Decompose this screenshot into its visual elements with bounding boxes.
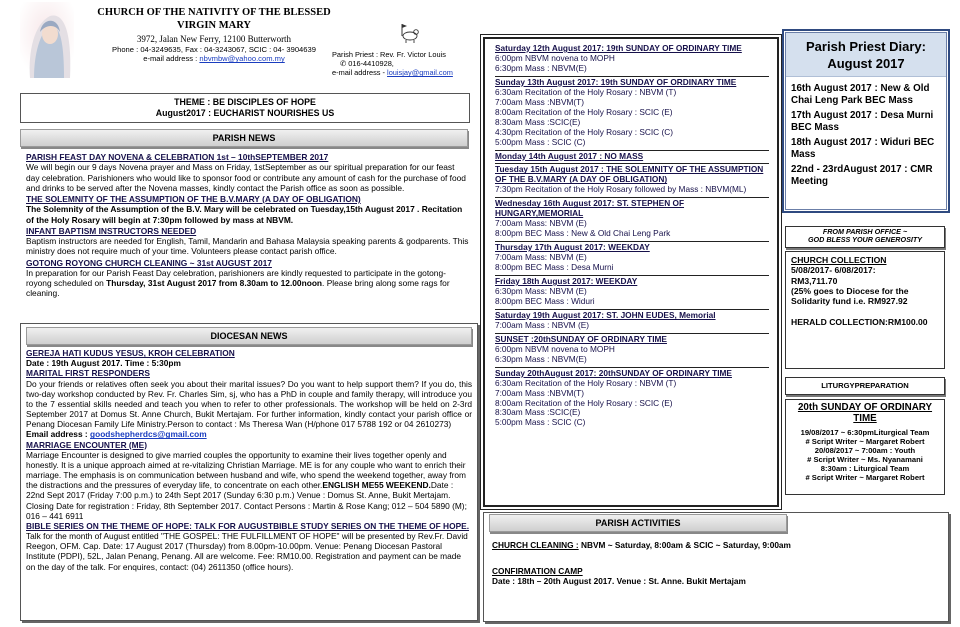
schedule-item: 6:30pm Mass : NBVM(E) — [495, 353, 587, 364]
schedule-day — [495, 368, 769, 431]
priest-diary — [785, 32, 947, 210]
theme-line: THEME : BE DISCIPLES OF HOPE — [174, 97, 316, 107]
church-phone: Phone : 04-3249635, Fax : 04-3243067, SCIC : 04- 3904639 — [112, 45, 316, 55]
me-body — [26, 450, 472, 521]
schedule-day — [495, 334, 769, 368]
schedule-day — [495, 276, 769, 310]
schedule-item: 6:30am Recitation of the Holy Rosary : NBVM (T) — [495, 86, 677, 97]
office-line: GOD BLESS YOUR GENEROSITY — [807, 235, 923, 245]
priest-info — [332, 20, 472, 77]
liturgy-line: # Script Writer ~ Margaret Robert — [805, 473, 925, 483]
liturgy-line: 8:30am : Liturgical Team — [820, 464, 910, 474]
diary-list — [786, 77, 946, 187]
diary-title: Parish Priest Diary: August 2017 — [786, 33, 946, 77]
schedule-item: 7:00am Mass : NBVM (E) — [495, 319, 590, 330]
diocesan-news-heading: DIOCESAN NEWS — [26, 327, 472, 345]
me-body-text: Marriage Encounter is designed to give married couples the opportunity to examine their lives together openly and honestly. It is a unique approach aimed at re-vitalizing Christian Marriage. ME is for any couple who want to enrich their marriage. The emphasis is on communication between husband and wife, who spend the weekend together, away from the distractions and the pressures of everyday life, to concentrate on each other. — [26, 449, 467, 491]
schedule-day-heading: Saturday 12th August 2017: 19th SUNDAY OF ORDINARY TIME — [495, 43, 742, 53]
schedule-item: 7:00am Mass: NBVM (E) — [495, 252, 587, 263]
email-label: Email address : — [26, 429, 88, 440]
office-line: FROM PARISH OFFICE ~ — [822, 227, 908, 236]
church-cleaning — [492, 541, 942, 551]
liturgy-line: # Script Writer ~ Margaret Robert — [805, 437, 925, 447]
schedule-item: 8:30am Mass :SCIC(E) — [495, 407, 581, 418]
schedule-item: 8:00pm BEC Mass : Widuri — [495, 295, 595, 306]
feast-body: We will begin our 9 days Novena prayer and Mass on Friday, 1stSeptember as our spiritual preparation for our feast day celebration. Parishioners who would like to sponsor food or contribute any amount of cash for the purchase of food and drinks to be served after the Novena masses, kindly contact the Parish office as soon as possible. — [26, 162, 466, 193]
parish-activities-body — [492, 541, 942, 587]
church-email-link[interactable]: nbvmbw@yahoo.com.my — [199, 54, 285, 64]
schedule-item: 7:30pm Recitation of the Holy Rosary followed by Mass : NBVM(ML) — [495, 184, 747, 195]
bible-text: Talk for the month of August entitled "THE GOSPEL: THE FULFILLMENT OF HOPE" will be presented by Rev.Fr. David Reegon, OFM. Cap. Date: 17 August 2017 (Thursday) from 8.00pm-10.00pm. Venue: Penang Diocesan Pastoral Institute (PDPI), 52L, Jalan Penang, Penang. All are welcome. Fee: RM10.00. Registration and payment can be made on the day of the talk. For enquires, contact: (04) 2611350 (office hours). — [26, 531, 468, 572]
collection-period: 5/08/2017- 6/08/2017: — [791, 265, 876, 276]
liturgy-title: 20th SUNDAY OF ORDINARY TIME — [797, 402, 933, 424]
schedule-day-heading: Tuesday 15th August 2017 : THE SOLEMNITY OF THE ASSUMPTION OF THE B.V.MARY (A DAY OF OBLIGATION) — [495, 164, 764, 185]
schedule-item: 6:30pm Mass: NBVM (E) — [495, 285, 587, 296]
me-weekend: ENGLISH ME55 WEEKEND. — [322, 480, 431, 491]
schedule-day-heading: SUNSET :20thSUNDAY OF ORDINARY TIME — [495, 333, 667, 344]
confirmation-camp-text: Date : 18th – 20th August 2017. Venue : St. Anne. Bukit Mertajam — [492, 575, 746, 586]
church-header — [78, 6, 350, 64]
parish-news-body — [26, 152, 470, 300]
schedule-item: 7:00am Mass :NBVM(T) — [495, 96, 584, 107]
schedule-item: 4:30pm Recitation of the Holy Rosary : SCIC (C) — [495, 126, 673, 137]
schedule-item: 5:00pm Mass : SCIC (C) — [495, 136, 586, 147]
marital-title: MARITAL FIRST RESPONDERS — [26, 368, 150, 379]
priest-phone: ✆ 016-4410928, — [340, 59, 394, 69]
priest-email-label: e-mail address - — [332, 68, 385, 78]
assumption-title: THE SOLEMNITY OF THE ASSUMPTION OF THE B.V.MARY (A DAY OF OBLIGATION) — [26, 194, 361, 204]
parish-office-heading — [785, 226, 945, 248]
gotong-body-text: In preparation for our Parish Feast Day celebration, parishioners are kindly requested to participate in the gotong-royong scheduled on — [26, 267, 446, 288]
gotong-date: Thursday, 31st August 2017 from 8.30am to 12.00noon — [106, 278, 323, 288]
schedule-day — [495, 164, 769, 198]
schedule-day — [495, 151, 769, 165]
feast-title: PARISH FEAST DAY NOVENA & CELEBRATION 1st – 10thSEPTEMBER 2017 — [26, 152, 329, 162]
schedule-item: 6:30am Recitation of the Holy Rosary : NBVM (T) — [495, 377, 677, 388]
confirmation-camp-title: CONFIRMATION CAMP — [492, 565, 583, 576]
liturgy-line: 20/08/2017 ~ 7:00am : Youth — [814, 446, 916, 456]
schedule-item: 7:00am Mass: NBVM (E) — [495, 218, 587, 229]
goodshepherd-email-link[interactable]: goodshepherdcs@gmail.com — [90, 429, 207, 440]
diocesan-news-body — [26, 348, 472, 572]
diary-item: 16th August 2017 : New & Old Chai Leng Park BEC Mass — [791, 83, 930, 106]
gotong-title: GOTONG ROYONG CHURCH CLEANING ~ 31st AUGUST 2017 — [26, 257, 272, 268]
schedule-day — [495, 198, 769, 242]
mass-schedule — [483, 37, 779, 507]
cleaning-label: CHURCH CLEANING : — [492, 540, 579, 550]
gotong-body-end: . Please bring along some rags for cleaning. — [26, 278, 450, 299]
schedule-item: 8:00pm BEC Mass : New & Old Chai Leng Park — [495, 228, 671, 239]
theme-month-line: August2017 : EUCHARIST NOURISHES US — [155, 108, 335, 119]
baptism-title: INFANT BAPTISM INSTRUCTORS NEEDED — [26, 225, 197, 236]
schedule-day — [495, 77, 769, 151]
collection-note: (25% goes to Diocese for the Solidarity fund i.e. RM927.92 — [791, 285, 909, 307]
schedule-item: 6:00pm NBVM novena to MOPH — [495, 343, 615, 354]
schedule-day-heading: Friday 18th August 2017: WEEKDAY — [495, 276, 638, 287]
schedule-item: 8:30am Mass :SCIC(E) — [495, 116, 581, 127]
collection-amount: RM3,711.70 — [791, 275, 838, 286]
diary-item: 22nd - 23rdAugust 2017 : CMR Meeting — [791, 164, 933, 187]
liturgy-box — [785, 399, 945, 495]
me-title: MARRIAGE ENCOUNTER (ME) — [26, 439, 147, 450]
church-email-label: e-mail address : — [143, 54, 198, 64]
liturgy-heading: LITURGYPREPARATION — [785, 377, 945, 395]
schedule-item: 6:00pm NBVM novena to MOPH — [495, 52, 615, 63]
liturgy-line: 19/08/2017 ~ 6:30pmLiturgical Team — [800, 427, 930, 437]
assumption-body: The Solemnity of the Assumption of the B.V. Mary will be celebrated on Tuesday,15th August 2017 . Recitation of the Holy Rosary will begin at 7:30pm followed by mass at NBVM. — [26, 204, 463, 225]
gotong-body — [26, 268, 470, 299]
church-name: CHURCH OF THE NATIVITY OF THE BLESSED VIRGIN MARY — [97, 7, 331, 32]
parish-news-heading: PARISH NEWS — [20, 129, 468, 147]
schedule-item: 8:00am Recitation of the Holy Rosary : SCIC (E) — [495, 106, 673, 117]
priest-name: Parish Priest : Rev. Fr. Victor Louis — [332, 50, 446, 59]
bible-title: BIBLE SERIES ON THE THEME OF HOPE: TALK FOR AUGUSTBIBLE STUDY SERIES ON THE THEME OF HOPE. — [26, 520, 470, 531]
collection-title: CHURCH COLLECTION — [791, 255, 887, 265]
cleaning-text: NBVM ~ Saturday, 8:00am & SCIC ~ Saturday, 9:00am — [578, 540, 791, 550]
parish-activities-heading: PARISH ACTIVITIES — [489, 514, 787, 532]
schedule-day-heading: Sunday 20thAugust 2017: 20thSUNDAY OF ORDINARY TIME — [495, 367, 732, 378]
schedule-day-heading: Wednesday 16th August 2017: ST. STEPHEN OF HUNGARY,MEMORIAL — [495, 198, 685, 219]
diary-item: 17th August 2017 : Desa Murni BEC Mass — [791, 110, 934, 133]
bible-body — [26, 521, 472, 572]
schedule-day — [495, 43, 769, 77]
schedule-item: 8:00pm BEC Mass : Desa Murni — [495, 262, 614, 273]
me-details: Date : 22nd Sept 2017 (Friday 7:00 p.m.) to 24th Sept 2017 (Sunday 6:30 p.m.) Venue : Domus St. Anne, Bukit Mertajam. Closing Date for registration : Friday, 8th September 2017. Contact Persons : Martin & Rose Kang; 012 – 504 5890 (M); 016 – 441 6911 — [26, 480, 467, 521]
schedule-day — [495, 242, 769, 276]
theme-box — [20, 93, 470, 123]
schedule-item: 6:30pm Mass : NBVM(E) — [495, 62, 587, 73]
baptism-body: Baptism instructors are needed for English, Tamil, Mandarin and Bahasa Malaysia speaking parents & godparents. This ministry does not require much of your time. Volunteers please contact parish office. — [26, 236, 469, 257]
diary-item: 18th August 2017 : Widuri BEC Mass — [791, 137, 935, 160]
liturgy-line: # Script Writer ~ Ms. Nyanamani — [807, 455, 923, 465]
gereja-date: Date : 19th August 2017. Time : 5:30pm — [26, 358, 181, 369]
schedule-item: 8:00am Recitation of the Holy Rosary : SCIC (E) — [495, 397, 673, 408]
schedule-day-heading: Thursday 17th August 2017: WEEKDAY — [495, 242, 650, 253]
schedule-day — [495, 310, 769, 334]
virgin-mary-image — [20, 2, 74, 78]
schedule-item: 7:00am Mass :NBVM(T) — [495, 387, 584, 398]
herald-collection: HERALD COLLECTION:RM100.00 — [791, 316, 928, 327]
gereja-title: GEREJA HATI KUDUS YESUS, KROH CELEBRATION — [26, 348, 235, 358]
marital-body: Do your friends or relatives often seek you about their marital issues? Do you want to help support them? If you do, this two-day workshop conducted by Rev. Fr. Charles Sim, sj, who has a PhD in couple and family therapy, will introduce you to the 7 essential skills needed and teach you when to refer to other professionals. The workshop will be held on 2-3rd September 2017 at Domus St. Anne Church, Bukit Mertajam. For further information, kindly contact your parish office or Penang Diocesan Family Life Ministry.Person to contact : Ms Theresa Wan (H/phone 017 5788 192 or 04 2610273) — [26, 378, 472, 430]
schedule-day-heading: Saturday 19th August 2017: ST. JOHN EUDES, Memorial — [495, 309, 716, 320]
schedule-day-heading: Monday 14th August 2017 : NO MASS — [495, 150, 644, 161]
priest-email-link[interactable]: louisjay@gmail.com — [387, 68, 453, 78]
schedule-item: 5:00pm Mass : SCIC (C) — [495, 417, 586, 428]
church-collection-box — [785, 251, 945, 369]
church-address: 3972, Jalan New Ferry, 12100 Butterworth — [136, 34, 292, 45]
schedule-day-heading: Sunday 13th August 2017: 19th SUNDAY OF ORDINARY TIME — [495, 76, 737, 87]
